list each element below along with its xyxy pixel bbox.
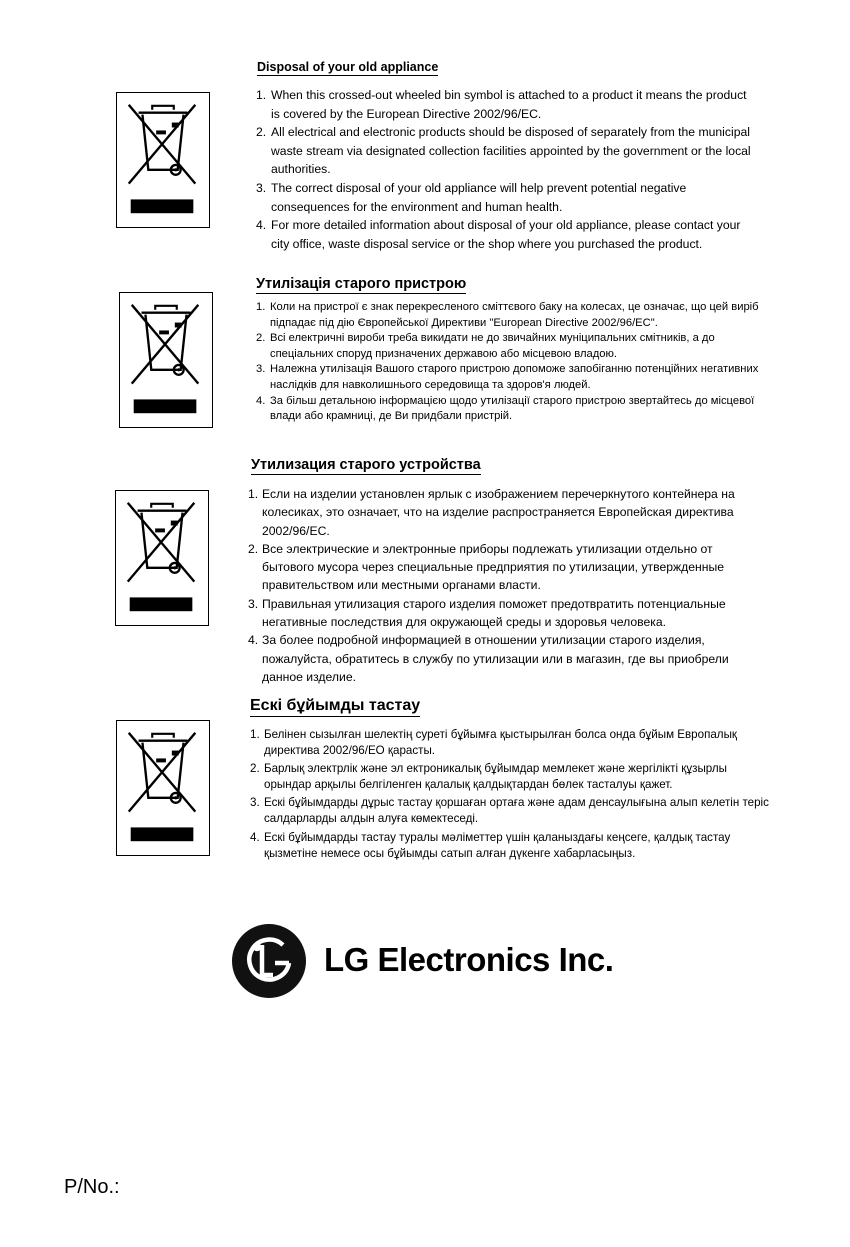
weee-bin-icon bbox=[115, 490, 209, 626]
list-item: 3. Належна утилізація Вашого старого пристрою допоможе запобіганню потенційних негативних наслідків для навколишнього середовища та здоров'я людей. bbox=[256, 363, 759, 391]
list-item: 4. За більш детальною інформацією щодо утилізації старого пристрою звертайтесь до місцевої влади або крамниці, де Ви придбали пристрій. bbox=[256, 394, 755, 423]
weee-bin-icon bbox=[119, 292, 213, 428]
instructions-list bbox=[256, 300, 776, 425]
list-item: 2. Барлық электрлік және эл ектроникалық бұйымдар мемлекет және жергілікті құзырлы орындар арқылы белгіленген қалалық қалдықтардан бөлек тасталуы қажет. bbox=[250, 762, 727, 792]
list-item: 2. Все электрические и электронные приборы подлежать утилизации отдельно от бытового мусора через специальные предприятия по утилизации, утвержденные правительством или местными органами власти. bbox=[248, 541, 725, 593]
list-item: 1. Если на изделии установлен ярлык с изображением перечеркнутого контейнера на колесиках, это означает, что на изделие распространяется Европейская директива 2002/96/EC. bbox=[248, 487, 735, 538]
part-number-label: P/No.: bbox=[64, 1176, 120, 1198]
instructions-list bbox=[248, 485, 768, 686]
list-item: 3. Правильная утилизация старого изделия поможет предотвратить потенциальные негативные последствия для окружающей среды и здоровья человека. bbox=[248, 596, 726, 630]
section-heading: Утилізація старого пристрою bbox=[256, 276, 467, 292]
section-heading: Ескі бұйымды тастау bbox=[250, 697, 420, 717]
list-item: 2. All electrical and electronic products should be disposed of separately from the municipal waste stream via designated collection facilities appointed by the government or the local authorities. bbox=[256, 125, 751, 177]
lg-logo-icon bbox=[231, 923, 307, 999]
company-name: LG Electronics Inc. bbox=[324, 941, 614, 978]
list-item: 3. The correct disposal of your old appliance will help prevent potential negative consequences for the environment and human health. bbox=[256, 180, 687, 214]
instructions-list bbox=[256, 86, 756, 253]
list-item: 4. За более подробной информацией в отношении утилизации старого изделия, пожалуйста, обратитесь в службу по утилизации или в магазин, где вы приобрели данное изделие. bbox=[248, 633, 729, 684]
list-item: 2. Всі електричні вироби треба викидати не до звичайних муніципальних смітників, а до спеціальних споруд призначених державою або місцевою владою. bbox=[256, 332, 715, 360]
company-logo bbox=[231, 923, 651, 999]
list-item: 1. Белінен сызылған шелектің суреті бұйымға қыстырылған болса онда бұйым Европалық директива 2002/96/EO қарасты. bbox=[250, 728, 737, 758]
section-heading: Disposal of your old appliance bbox=[257, 60, 439, 74]
list-item: 1. When this crossed-out wheeled bin symbol is attached to a product it means the product is covered by the European Directive 2002/96/EC. bbox=[256, 88, 747, 121]
section-heading: Утилизация старого устройства bbox=[251, 457, 481, 473]
list-item: 4. Ескі бұйымдарды тастау туралы мәліметтер үшін қаланыздағы кеңсеге, қалдық тастау қызметіне немесе осы бұйымды сатып алған дүкенге хабарласыңыз. bbox=[250, 830, 731, 860]
list-item: 1. Коли на пристрої є знак перекресленого сміттєвого баку на колесах, це означає, що цей виріб підпадає під дію Європейської Директиви "European Directive 2002/96/EC". bbox=[256, 301, 759, 329]
weee-bin-icon bbox=[116, 92, 210, 228]
list-item: 3. Ескі бұйымдарды дұрыс тастау қоршаған ортаға және адам денсаулығына алып келетін теріс салдарларды алдын алуға көмектеседі. bbox=[250, 796, 769, 826]
list-item: 4. For more detailed information about disposal of your old appliance, please contact your city office, waste disposal service or the shop where you purchased the product. bbox=[256, 218, 741, 251]
instructions-list bbox=[250, 727, 770, 864]
weee-bin-icon bbox=[116, 720, 210, 856]
